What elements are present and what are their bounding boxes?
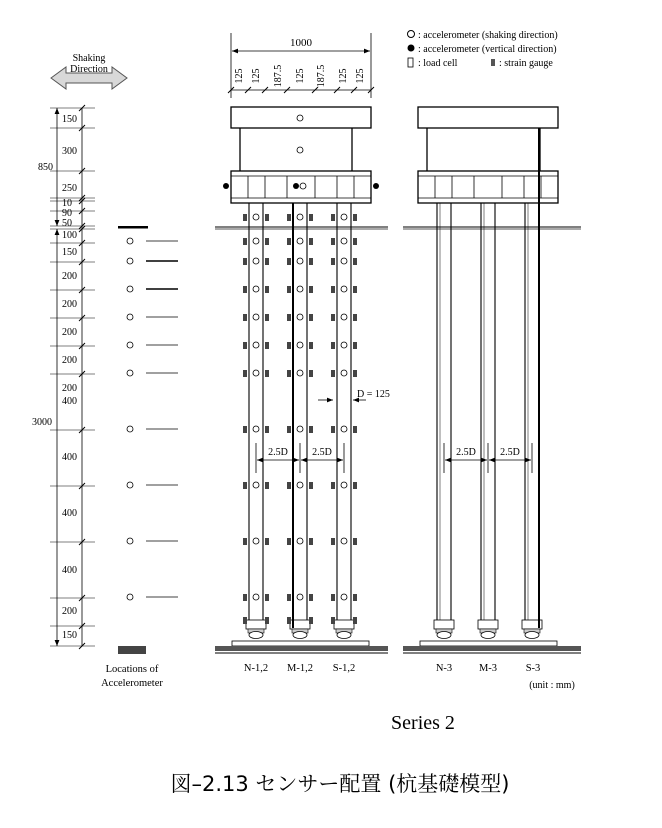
strain-gauge bbox=[353, 214, 357, 221]
depth-upper-seg-2: 300 bbox=[62, 146, 77, 157]
base-plate bbox=[232, 641, 369, 646]
strain-gauge bbox=[309, 482, 313, 489]
strain-gauge bbox=[287, 238, 291, 245]
pile-accelerometer bbox=[297, 314, 303, 320]
spacing-label-3: 2.5D bbox=[456, 447, 476, 458]
strain-gauge bbox=[243, 258, 247, 265]
pile-accelerometer bbox=[253, 314, 259, 320]
accelerometer-marker bbox=[127, 426, 133, 432]
spacing-label-1: 2.5D bbox=[268, 447, 288, 458]
pile-accelerometer bbox=[253, 258, 259, 264]
depth-lower-seg-5: 200 bbox=[62, 327, 77, 338]
strain-gauge bbox=[287, 482, 291, 489]
shaking-label-2: Direction bbox=[70, 64, 108, 75]
shaking-label-1: Shaking bbox=[72, 53, 106, 64]
unit-label: (unit : mm) bbox=[529, 680, 575, 691]
accelerometer-locations bbox=[101, 226, 178, 689]
strain-gauge bbox=[287, 594, 291, 601]
top-dim-seg-6: 125 bbox=[338, 68, 349, 84]
depth-upper-seg-4: 10 bbox=[62, 198, 72, 209]
accelerometer-marker bbox=[127, 482, 133, 488]
pile-label-n12: N-1,2 bbox=[243, 663, 269, 674]
pile-accelerometer bbox=[341, 538, 347, 544]
strain-gauge bbox=[331, 238, 335, 245]
strain-gauge bbox=[243, 617, 247, 624]
strain-gauge bbox=[353, 617, 357, 624]
accelerometer-marker bbox=[127, 538, 133, 544]
strain-gauge bbox=[265, 342, 269, 349]
top-dim-seg-1: 125 bbox=[234, 68, 245, 84]
pile-diameter-label: D = 125 bbox=[357, 389, 390, 400]
depth-upper-seg-5: 90 bbox=[62, 208, 72, 219]
pile-accelerometer bbox=[297, 482, 303, 488]
pile-accelerometer bbox=[253, 286, 259, 292]
pile-hinge bbox=[481, 632, 495, 639]
load-cell bbox=[434, 620, 454, 629]
strain-gauge bbox=[309, 342, 313, 349]
depth-lower-seg-6: 200 bbox=[62, 355, 77, 366]
base-slab bbox=[215, 646, 388, 651]
depth-lower-seg-3: 200 bbox=[62, 271, 77, 282]
pile-accelerometer bbox=[341, 594, 347, 600]
strain-gauge bbox=[331, 342, 335, 349]
strain-gauge bbox=[331, 214, 335, 221]
strain-gauge bbox=[265, 482, 269, 489]
pile-label-s3: S-3 bbox=[525, 663, 541, 674]
strain-gauge bbox=[331, 286, 335, 293]
pile-accelerometer bbox=[297, 238, 303, 244]
strain-gauge bbox=[353, 538, 357, 545]
top-dim-seg-7: 125 bbox=[355, 68, 366, 84]
depth-lower-seg-12: 200 bbox=[62, 606, 77, 617]
strain-gauge bbox=[353, 426, 357, 433]
strain-gauge bbox=[265, 617, 269, 624]
locations-label-1: Locations of bbox=[105, 664, 159, 675]
strain-gauge bbox=[243, 482, 247, 489]
depth-lower-seg-2: 150 bbox=[62, 247, 77, 258]
strain-gauge bbox=[331, 538, 335, 545]
depth-lower-seg-13: 150 bbox=[62, 630, 77, 641]
depth-dimension bbox=[32, 105, 95, 649]
strain-gauge bbox=[265, 214, 269, 221]
strain-gauge bbox=[331, 482, 335, 489]
depth-lower-seg-4: 200 bbox=[62, 299, 77, 310]
accelerometer-marker bbox=[127, 314, 133, 320]
strain-gauge bbox=[331, 258, 335, 265]
top-dimension bbox=[228, 33, 374, 98]
pile-accelerometer bbox=[297, 594, 303, 600]
strain-gauge bbox=[243, 238, 247, 245]
strain-gauge bbox=[309, 314, 313, 321]
accelerometer-marker bbox=[127, 370, 133, 376]
base-slab-3 bbox=[403, 646, 581, 651]
pile-accelerometer bbox=[253, 538, 259, 544]
pile-accelerometer bbox=[297, 342, 303, 348]
acc-vertical-left bbox=[223, 183, 229, 189]
pile-accelerometer bbox=[341, 238, 347, 244]
strain-gauge bbox=[353, 286, 357, 293]
strain-gauge bbox=[243, 342, 247, 349]
accelerometer-marker bbox=[127, 238, 133, 244]
top-dim-seg-3: 187.5 bbox=[273, 64, 284, 88]
legend-strain-gauge: : strain gauge bbox=[499, 58, 553, 69]
top-dim-seg-5: 187.5 bbox=[316, 64, 327, 88]
strain-gauge bbox=[331, 426, 335, 433]
depth-upper-seg-6: 50 bbox=[62, 218, 72, 229]
pile-accelerometer bbox=[341, 214, 347, 220]
strain-gauge bbox=[265, 426, 269, 433]
model-series-1-2 bbox=[215, 107, 390, 674]
figure-caption: 図–2.13 センサー配置 (杭基礎模型) bbox=[170, 772, 510, 796]
pile-accelerometer bbox=[297, 538, 303, 544]
strain-gauge bbox=[265, 538, 269, 545]
accelerometer-marker bbox=[127, 258, 133, 264]
pile-label-s12: S-1,2 bbox=[332, 663, 356, 674]
pile-accelerometer bbox=[341, 258, 347, 264]
depth-upper-total: 850 bbox=[38, 162, 53, 173]
strain-gauge bbox=[243, 314, 247, 321]
strain-gauge bbox=[287, 617, 291, 624]
accelerometer-marker bbox=[127, 594, 133, 600]
pile-hinge bbox=[437, 632, 451, 639]
strain-gauge bbox=[353, 594, 357, 601]
depth-upper-seg-3: 250 bbox=[62, 183, 77, 194]
strain-gauge bbox=[265, 286, 269, 293]
pile-hinge bbox=[337, 632, 351, 639]
strain-gauge bbox=[353, 314, 357, 321]
ground-marker-top bbox=[118, 226, 148, 229]
top-dim-seg-2: 125 bbox=[251, 68, 262, 84]
depth-lower-seg-8: 400 bbox=[62, 396, 77, 407]
strain-gauge bbox=[353, 370, 357, 377]
depth-lower-seg-10: 400 bbox=[62, 508, 77, 519]
strain-gauge bbox=[243, 370, 247, 377]
pile-accelerometer bbox=[297, 370, 303, 376]
pile-accelerometer bbox=[341, 426, 347, 432]
strain-gauge bbox=[287, 538, 291, 545]
load-cell-icon bbox=[408, 58, 413, 67]
pile-accelerometer bbox=[341, 286, 347, 292]
pile-accelerometer bbox=[341, 314, 347, 320]
pile-accelerometer bbox=[253, 482, 259, 488]
pile-accelerometer bbox=[253, 238, 259, 244]
strain-gauge bbox=[353, 482, 357, 489]
strain-gauge bbox=[265, 370, 269, 377]
strain-gauge bbox=[309, 426, 313, 433]
strain-gauge bbox=[243, 426, 247, 433]
strain-gauge bbox=[353, 342, 357, 349]
strain-gauge bbox=[265, 258, 269, 265]
strain-gauge bbox=[331, 314, 335, 321]
pile-label-n3: N-3 bbox=[435, 663, 453, 674]
legend-load-cell: : load cell bbox=[418, 58, 458, 69]
strain-gauge bbox=[287, 370, 291, 377]
depth-lower-seg-7: 200 bbox=[62, 383, 77, 394]
pile-accelerometer bbox=[341, 342, 347, 348]
strain-gauge bbox=[309, 258, 313, 265]
pile-accelerometer bbox=[297, 426, 303, 432]
locations-label-2: Accelerometer bbox=[101, 678, 163, 689]
spacing-label-4: 2.5D bbox=[500, 447, 520, 458]
strain-gauge bbox=[243, 538, 247, 545]
pile-accelerometer bbox=[253, 370, 259, 376]
strain-gauge bbox=[331, 617, 335, 624]
pile-accelerometer bbox=[341, 482, 347, 488]
load-cell bbox=[334, 620, 354, 629]
pile-accelerometer bbox=[297, 258, 303, 264]
legend-acc-shaking: : accelerometer (shaking direction) bbox=[418, 30, 558, 41]
strain-gauge bbox=[309, 214, 313, 221]
pile-label-m3: M-3 bbox=[478, 663, 498, 674]
pile-hinge bbox=[525, 632, 539, 639]
depth-upper-seg-1: 150 bbox=[62, 114, 77, 125]
strain-gauge bbox=[265, 238, 269, 245]
strain-gauge-icon bbox=[491, 59, 495, 66]
strain-gauge bbox=[287, 258, 291, 265]
top-dim-seg-4: 125 bbox=[295, 68, 306, 84]
ground-marker-bottom bbox=[118, 646, 146, 654]
strain-gauge bbox=[243, 594, 247, 601]
pile-accelerometer bbox=[253, 426, 259, 432]
pile-hinge bbox=[249, 632, 263, 639]
series-label: Series 2 bbox=[391, 712, 455, 734]
filled-circle-icon bbox=[408, 45, 415, 52]
spacing-label-2: 2.5D bbox=[312, 447, 332, 458]
strain-gauge bbox=[331, 594, 335, 601]
pile-accelerometer bbox=[253, 214, 259, 220]
load-cell bbox=[246, 620, 266, 629]
pile-accelerometer bbox=[341, 370, 347, 376]
pile-accelerometer bbox=[297, 286, 303, 292]
strain-gauge bbox=[265, 314, 269, 321]
strain-gauge bbox=[309, 238, 313, 245]
depth-lower-seg-11: 400 bbox=[62, 565, 77, 576]
shaking-direction bbox=[51, 53, 127, 89]
acc-vertical-right bbox=[373, 183, 379, 189]
acc-vertical-center bbox=[293, 183, 299, 189]
strain-gauge bbox=[353, 258, 357, 265]
top-dim-total: 1000 bbox=[290, 37, 312, 49]
strain-gauge bbox=[287, 314, 291, 321]
strain-gauge bbox=[309, 370, 313, 377]
pile-hinge bbox=[293, 632, 307, 639]
strain-gauge bbox=[287, 342, 291, 349]
pile-accelerometer bbox=[297, 214, 303, 220]
strain-gauge bbox=[287, 214, 291, 221]
load-cell bbox=[478, 620, 498, 629]
depth-lower-total: 3000 bbox=[32, 417, 52, 428]
strain-gauge bbox=[243, 214, 247, 221]
accelerometer-marker bbox=[127, 286, 133, 292]
strain-gauge bbox=[331, 370, 335, 377]
acc-footing-center bbox=[300, 183, 306, 189]
acc-column bbox=[297, 147, 303, 153]
strain-gauge bbox=[243, 286, 247, 293]
depth-lower-seg-9: 400 bbox=[62, 452, 77, 463]
pile-accelerometer bbox=[253, 594, 259, 600]
base-plate-3 bbox=[420, 641, 557, 646]
pile-accelerometer bbox=[253, 342, 259, 348]
strain-gauge bbox=[353, 238, 357, 245]
strain-gauge bbox=[309, 538, 313, 545]
pile-label-m12: M-1,2 bbox=[287, 663, 313, 674]
top-mass-3 bbox=[418, 107, 558, 128]
open-circle-icon bbox=[408, 31, 415, 38]
legend bbox=[408, 30, 558, 69]
strain-gauge bbox=[265, 594, 269, 601]
acc-mass-top bbox=[297, 115, 303, 121]
model-series-3 bbox=[403, 107, 581, 691]
strain-gauge bbox=[309, 594, 313, 601]
depth-lower-seg-1: 100 bbox=[62, 230, 77, 241]
strain-gauge bbox=[309, 286, 313, 293]
strain-gauge bbox=[309, 617, 313, 624]
accelerometer-marker bbox=[127, 342, 133, 348]
strain-gauge bbox=[287, 286, 291, 293]
strain-gauge bbox=[287, 426, 291, 433]
legend-acc-vertical: : accelerometer (vertical direction) bbox=[418, 44, 557, 55]
